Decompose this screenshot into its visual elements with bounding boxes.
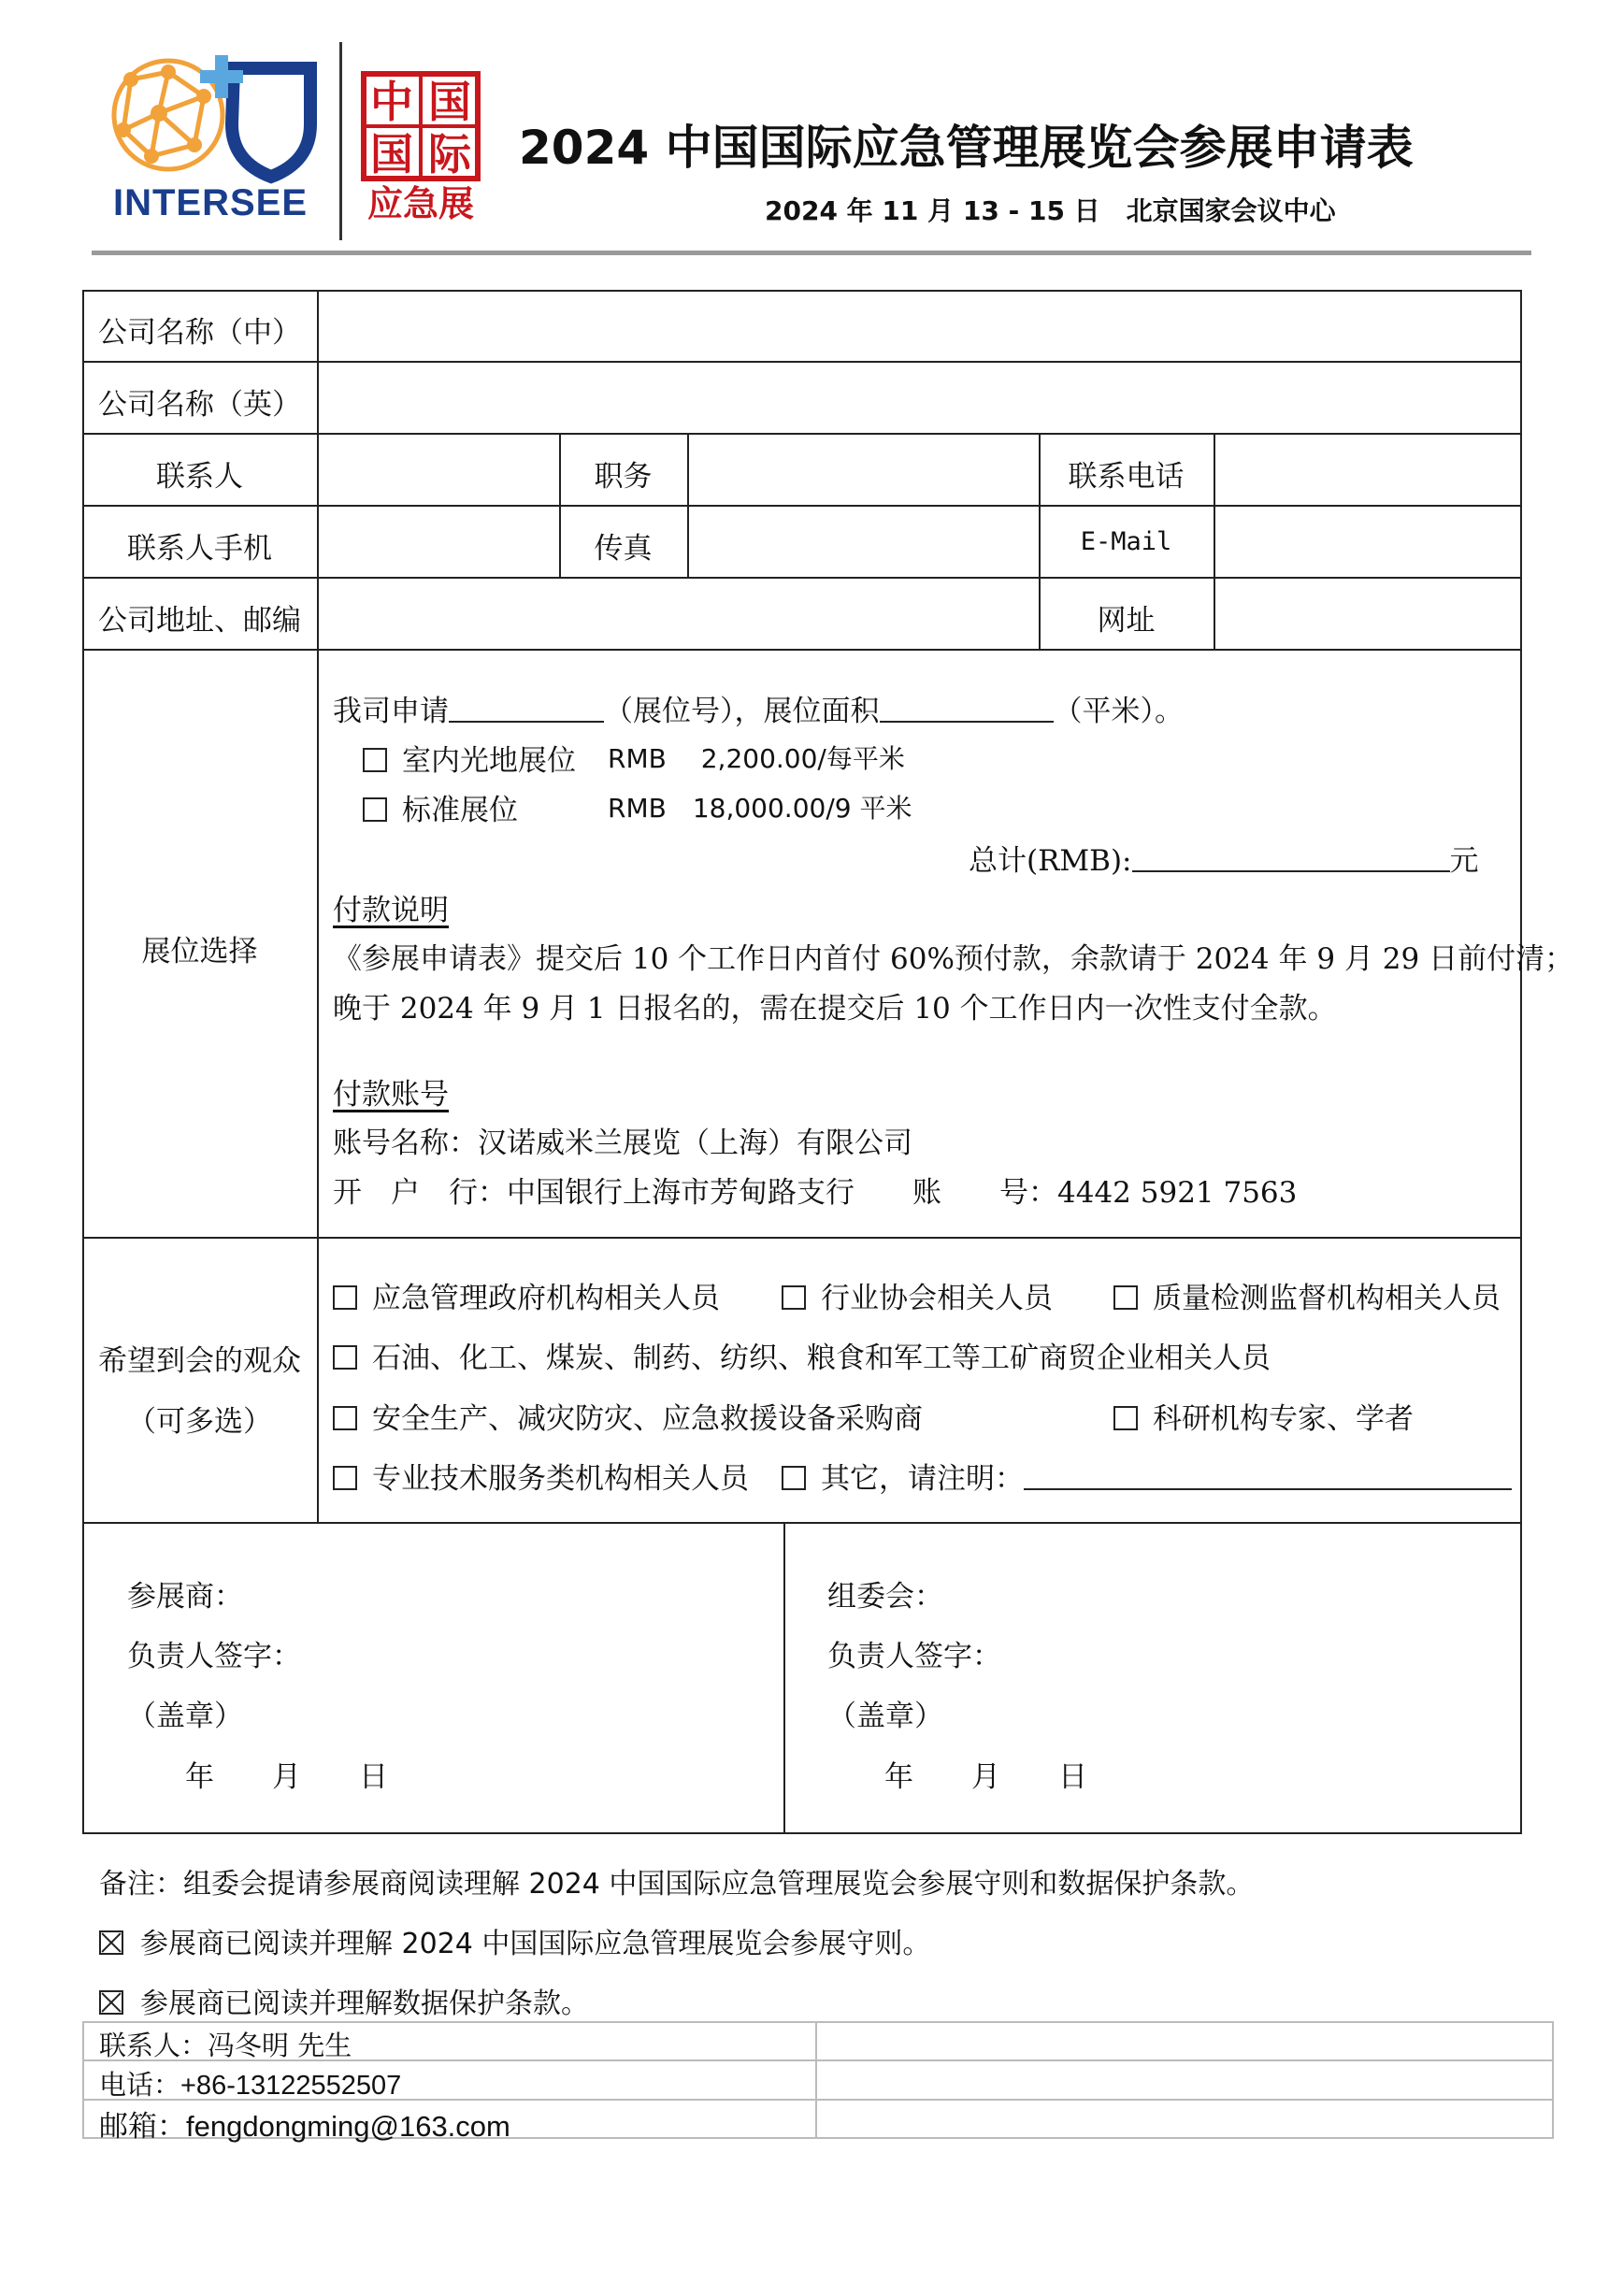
company-en-label: 公司名称（英） <box>98 388 301 422</box>
standard-booth-checkbox[interactable] <box>363 797 387 822</box>
committee-seal-label: （盖章） <box>827 1700 943 1733</box>
audience-label: 希望到会的观众 <box>98 1344 301 1378</box>
audience-checkbox[interactable] <box>333 1406 357 1430</box>
page-subtitle: 2024 年 11 月 13 - 15 日 北京国家会议中心 <box>765 195 1336 226</box>
booth-label: 展位选择 <box>141 935 258 969</box>
payment-title: 付款说明 <box>333 894 449 927</box>
address-label: 公司地址、邮编 <box>98 604 301 638</box>
contact-person: 联系人：冯冬明 先生 <box>99 2030 352 2061</box>
svg-text:应急展: 应急展 <box>366 183 475 224</box>
account-title: 付款账号 <box>333 1078 449 1112</box>
payment-line-1: 《参展申请表》提交后 10 个工作日内首付 60%预付款，余款请于 2024 年 9 月 29 日前付清； <box>333 942 1574 976</box>
total-line: 总计(RMB): 元 <box>969 844 1479 878</box>
booth-number-field[interactable] <box>449 698 604 723</box>
audience-checkbox[interactable] <box>1113 1285 1138 1310</box>
logo-divider <box>339 42 342 240</box>
application-form-table <box>82 290 1574 1834</box>
audience-option: 质量检测监督机构相关人员 <box>1113 1274 1501 1316</box>
china-emergency-expo-seal-icon <box>360 70 481 224</box>
booth-option-raw-space: 室内光地展位 <box>363 737 576 779</box>
fax-label: 传真 <box>594 532 653 566</box>
remark-note: 备注：组委会提请参展商阅读理解 2024 中国国际应急管理展览会参展守则和数据保护条款。 <box>99 1868 1255 1901</box>
audience-option: 行业协会相关人员 <box>782 1274 1053 1316</box>
contact-field[interactable] <box>319 435 559 505</box>
company-en-field[interactable] <box>319 363 1520 433</box>
audience-checkbox[interactable] <box>333 1466 357 1490</box>
fax-field[interactable] <box>689 507 1039 577</box>
svg-text:国: 国 <box>370 129 413 179</box>
account-name: 账号名称：汉诺威米兰展览（上海）有限公司 <box>333 1126 912 1160</box>
phone-field[interactable] <box>1215 435 1520 505</box>
contact-phone: 电话：+86-13122552507 <box>99 2071 402 2101</box>
page-title: 2024 中国国际应急管理展览会参展申请表 <box>519 121 1414 175</box>
company-cn-label: 公司名称（中） <box>98 316 301 350</box>
exhibitor-seal-label: （盖章） <box>127 1700 243 1733</box>
audience-sublabel: （可多选） <box>127 1405 272 1439</box>
booth-apply-line: 我司申请 （展位号），展位面积 （平米）。 <box>333 695 1184 728</box>
booth-area-field[interactable] <box>880 698 1054 723</box>
account-bank: 开 户 行：中国银行上海市芳甸路支行 账 号：4442 5921 7563 <box>333 1176 1298 1210</box>
checked-box-icon[interactable] <box>99 1990 123 2015</box>
address-field[interactable] <box>319 579 1039 649</box>
svg-text:国: 国 <box>428 77 471 127</box>
payment-line-2: 晚于 2024 年 9 月 1 日报名的，需在提交后 10 个工作日内一次性支付全款。 <box>333 992 1337 1026</box>
mobile-field[interactable] <box>319 507 559 577</box>
header-rule <box>92 251 1531 255</box>
company-cn-field[interactable] <box>319 292 1520 361</box>
audience-checkbox[interactable] <box>1113 1406 1138 1430</box>
committee-date-label: 年 月 日 <box>884 1760 1087 1794</box>
total-field[interactable] <box>1132 848 1450 872</box>
position-field[interactable] <box>689 435 1039 505</box>
audience-option: 安全生产、减灾防灾、应急救援设备采购商 <box>333 1395 923 1437</box>
committee-title: 组委会： <box>827 1580 943 1614</box>
contact-label: 联系人 <box>156 460 243 494</box>
audience-checkbox[interactable] <box>782 1466 806 1490</box>
exhibitor-sign-label: 负责人签字： <box>127 1640 301 1673</box>
website-label: 网址 <box>1097 604 1156 638</box>
audience-checkbox[interactable] <box>333 1285 357 1310</box>
audience-option: 石油、化工、煤炭、制药、纺织、粮食和军工等工矿商贸企业相关人员 <box>333 1334 1271 1376</box>
booth-option-standard: 标准展位 <box>363 786 518 828</box>
audience-option: 科研机构专家、学者 <box>1113 1395 1414 1437</box>
website-field[interactable] <box>1215 579 1520 649</box>
exhibitor-title: 参展商： <box>127 1580 243 1614</box>
email-label: E-Mail <box>1080 527 1172 556</box>
audience-option: 应急管理政府机构相关人员 <box>333 1274 720 1316</box>
checked-box-icon[interactable] <box>99 1930 123 1955</box>
other-audience-field[interactable] <box>1024 1466 1512 1490</box>
svg-text:际: 际 <box>428 129 471 179</box>
mobile-label: 联系人手机 <box>127 532 272 566</box>
phone-label: 联系电话 <box>1068 460 1185 494</box>
exhibitor-date-label: 年 月 日 <box>185 1760 388 1794</box>
raw-space-checkbox[interactable] <box>363 748 387 772</box>
rules-acknowledgement: 参展商已阅读并理解 2024 中国国际应急管理展览会参展守则。 <box>99 1920 930 1961</box>
svg-text:中: 中 <box>370 77 413 127</box>
email-field[interactable] <box>1215 507 1520 577</box>
position-label: 职务 <box>594 460 653 494</box>
audience-checkbox[interactable] <box>782 1285 806 1310</box>
standard-booth-price: RMB 18,000.00/9 平米 <box>608 793 912 824</box>
contact-table <box>82 2021 1554 2143</box>
logo-wordmark: INTERSEE <box>112 182 309 223</box>
committee-sign-label: 负责人签字： <box>827 1640 1001 1673</box>
contact-email[interactable]: 邮箱：fengdongming@163.com <box>99 2110 510 2143</box>
audience-option-other: 其它，请注明： <box>782 1455 1512 1497</box>
audience-checkbox[interactable] <box>333 1345 357 1370</box>
audience-option: 专业技术服务类机构相关人员 <box>333 1455 749 1497</box>
data-protection-acknowledgement: 参展商已阅读并理解数据保护条款。 <box>99 1980 589 2021</box>
raw-space-price: RMB 2,200.00/每平米 <box>608 743 905 774</box>
